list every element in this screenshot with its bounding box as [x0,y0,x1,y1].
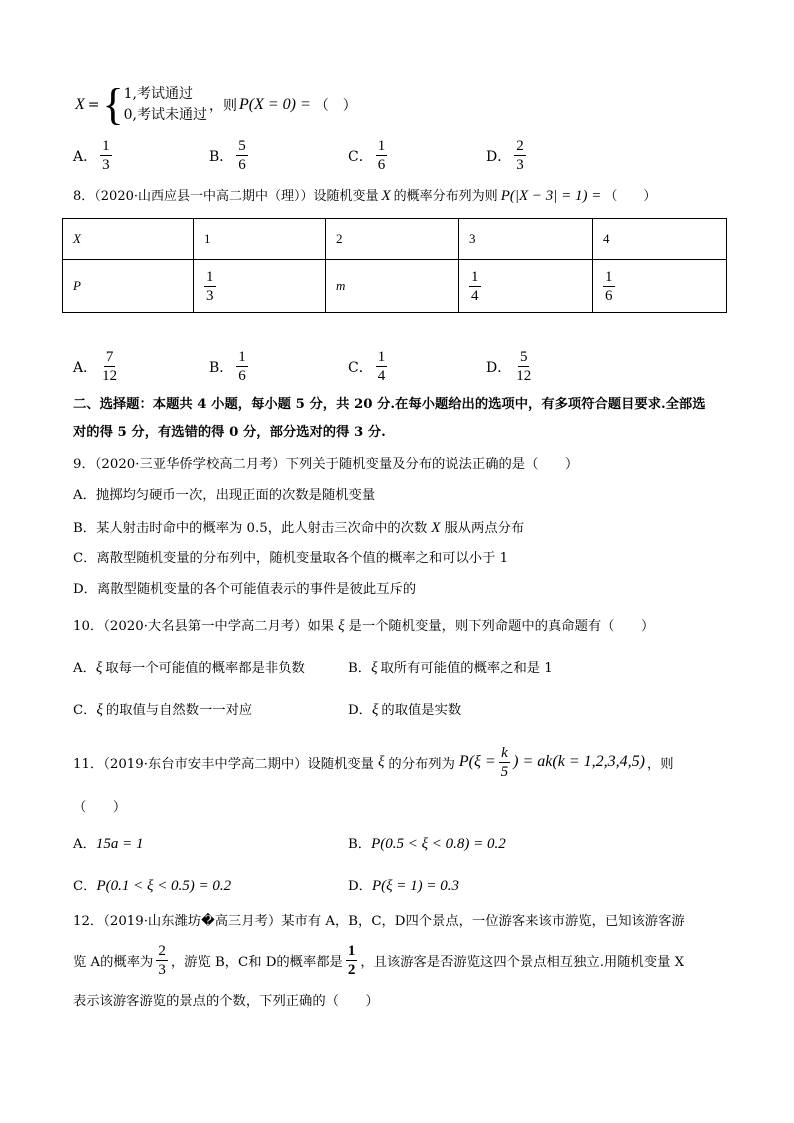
q7-option-a-frac: $\frac{1}{3}$ [102,138,110,173]
section-2-heading: 二、选择题：本题共 4 小题，每小题 5 分，共 20 分.在每小题给出的选项中，有多项符合题目要求.全部选 [73,397,706,412]
q7-option-d[interactable]: D． $\frac{2}{3}$ [486,138,524,173]
q8-distribution-table [62,218,727,313]
table-cell: X [63,219,194,260]
q7-option-a[interactable]: A． $\frac{1}{3}$ [73,138,110,173]
table-cell: $\frac{1}{4}$ [459,260,593,313]
q8-option-a[interactable]: A． $\frac{7}{12}$ [73,349,118,384]
q7-option-c[interactable]: C． $\frac{1}{6}$ [348,138,386,173]
q7-option-d-frac: $\frac{2}{3}$ [516,138,524,173]
q7-var: X [75,96,85,113]
q9-stem: 9．（2020·三亚华侨学校高二月考）下列关于随机变量及分布的说法正确的是（ ） [73,457,579,472]
q7-case-2: 0,考试未通过 [123,107,207,123]
table-cell: 2 [326,219,459,260]
q10-option-d[interactable]: D．ξ 的取值是实数 [348,702,462,718]
q11-option-a[interactable]: A．15a = 1 [73,836,144,852]
table-cell: P [63,260,194,313]
q11-option-c[interactable]: C．P(0.1 < ξ < 0.5) = 0.2 [73,878,232,894]
q8-option-d[interactable]: D． $\frac{5}{12}$ [486,349,532,384]
q11-frac: $\frac{k}{5}$ [500,744,509,780]
q12-frac-bcd: $\frac{1}{2}$ [347,942,356,978]
q11-paren: （ ） [73,800,127,815]
section-2-heading-cont: 对的得 5 分，有选错的得 0 分，部分选对的得 3 分. [73,425,386,440]
table-cell: 1 [194,219,326,260]
q8-stem: 8．（2020·山西应县一中高二期中（理））设随机变量 X 的概率分布列为则 P(|X − 3| = 1) = （ ） [73,188,657,204]
table-cell: $\frac{1}{3}$ [194,260,326,313]
q8-option-c[interactable]: C． $\frac{1}{4}$ [348,349,386,384]
q12-stem-line3: 表示该游客游览的景点的个数，下列正确的（ ） [73,994,379,1009]
q7-paren: （ ） [314,98,357,114]
table-cell: 4 [593,219,727,260]
q8-option-b[interactable]: B． $\frac{1}{6}$ [209,349,246,384]
q9-option-d[interactable]: D．离散型随机变量的各个可能值表示的事件是彼此互斥的 [73,582,417,597]
q7-option-c-frac: $\frac{1}{6}$ [377,138,386,173]
q7-option-b[interactable]: B． $\frac{5}{6}$ [209,138,246,173]
table-cell: 3 [459,219,593,260]
q7-brace: { [102,80,124,129]
q7-expr: P(X = 0) = [239,96,311,113]
q7-option-b-frac: $\frac{5}{6}$ [238,138,246,173]
q10-option-a[interactable]: A．ξ 取每一个可能值的概率都是非负数 [73,660,305,676]
q7-case-1: 1,考试通过 [123,86,193,102]
q9-option-a[interactable]: A．抛掷均匀硬币一次，出现正面的次数是随机变量 [73,488,376,503]
q11-option-b[interactable]: B．P(0.5 < ξ < 0.8) = 0.2 [348,836,506,852]
q11-option-d[interactable]: D．P(ξ = 1) = 0.3 [348,878,460,894]
q12-stem-line1: 12．（2019·山东潍坊�高三月考）某市有 A，B，C，D四个景点，一位游客来该市游览，已知该游客游 [73,914,685,929]
q12-frac-a: $\frac{2}{3}$ [158,942,166,978]
table-row [63,260,727,313]
q9-option-c[interactable]: C．离散型随机变量的分布列中，随机变量取各个值的概率之和可以小于 1 [73,551,509,566]
q9-option-b[interactable]: B．某人射击时命中的概率为 0.5，此人射击三次命中的次数 X 服从两点分布 [73,520,525,536]
q10-option-b[interactable]: B．ξ 取所有可能值的概率之和是 1 [348,660,553,676]
q7-eq: = [87,97,100,113]
table-row [63,219,727,260]
q10-stem: 10．（2020·大名县第一中学高二月考）如果 ξ 是一个随机变量，则下列命题中的真命题有（ ） [73,618,655,634]
table-cell: $\frac{1}{6}$ [593,260,727,313]
q7-definition [75,82,357,128]
q11-stem: 11．（2019·东台市安丰中学高二期中）设随机变量 ξ 的分布列为 P(ξ = $\frac{k}{5}$ ) = ak(k = 1,2,3,4,5) ，则 [73,744,674,780]
q7-mid: ，则 [209,98,237,114]
q12-stem-line2: 览 A的概率为 $\frac{2}{3}$ ，游览 B，C和 D的概率都是 $\frac{1}{2}$ ，且该游客是否游览这四个景点相互独立.用随机变量 X [73,942,685,978]
q10-option-c[interactable]: C．ξ 的取值与自然数一一对应 [73,702,253,718]
table-cell: m [326,260,459,313]
